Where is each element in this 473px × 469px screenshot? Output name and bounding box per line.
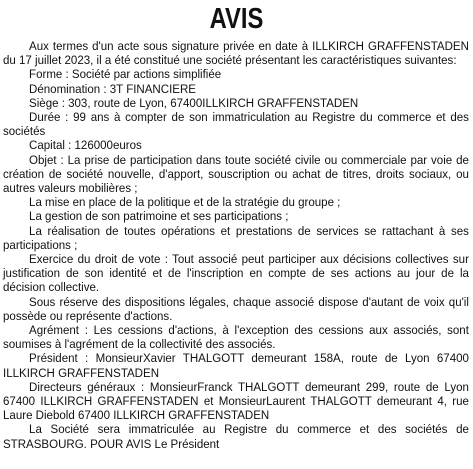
objet-paragraph: Objet : La prise de participation dans toute société civile ou commerciale par voie de création de société nouvelle, d'apport, souscription ou achat de titres, droits sociaux, ou autres valeurs mobilières ;	[3, 152, 469, 196]
duree-paragraph: Durée : 99 ans à compter de son immatriculation au Registre du commerce et des sociétés	[3, 110, 469, 139]
capital-line: Capital : 126000euros	[29, 138, 142, 153]
notice-body	[3, 39, 469, 451]
intro-paragraph: Aux termes d'un acte sous signature privée en date à ILLKIRCH GRAFFENSTADEN du 17 juillet 2023, il a été constitué une société présentant les caractéristiques suivantes:	[3, 39, 469, 68]
realisation-paragraph: La réalisation de toutes opérations et prestations de services se rattachant à ses participations ;	[3, 223, 469, 252]
denomination-line: Dénomination : 3T FINANCIERE	[29, 81, 196, 96]
siege-line: Siège : 303, route de Lyon, 67400ILLKIRCH GRAFFENSTADEN	[29, 95, 359, 110]
droit-de-vote-paragraph: Exercice du droit de vote : Tout associé peut participer aux décisions collectives sur justification de son identité et de l'inscription en compte de ses actions au jour de la décision collective.	[3, 252, 469, 295]
patrimoine-line: La gestion de son patrimoine et ses participations ;	[29, 209, 289, 224]
reserve-paragraph: Sous réserve des dispositions légales, chaque associé dispose d'autant de voix qu'il possède ou représente d'actions.	[3, 294, 469, 323]
politique-line: La mise en place de la politique et de la stratégie du groupe ;	[29, 195, 341, 210]
directeurs-paragraph: Directeurs généraux : MonsieurFranck THALGOTT demeurant 299, route de Lyon 67400 ILLKIRCH GRAFFENSTADEN et MonsieurLaurent THALGOTT demeurant 4, rue Laure Diebold 67400 ILLKIRCH GRAFFENSTADEN	[3, 379, 469, 423]
closing-paragraph: La Société sera immatriculée au Registre du commerce et des sociétés de STRASBOURG. POUR AVIS Le Président	[3, 422, 469, 451]
notice-title: AVIS	[209, 3, 264, 35]
form-line: Forme : Société par actions simplifiée	[29, 67, 222, 82]
president-paragraph: Président : MonsieurXavier THALGOTT demeurant 158A, route de Lyon 67400 ILLKIRCH GRAFFENSTADEN	[3, 351, 469, 380]
agrement-paragraph: Agrément : Les cessions d'actions, à l'exception des cessions aux associés, sont soumises à l'agrément de la collectivité des associés.	[3, 323, 469, 352]
